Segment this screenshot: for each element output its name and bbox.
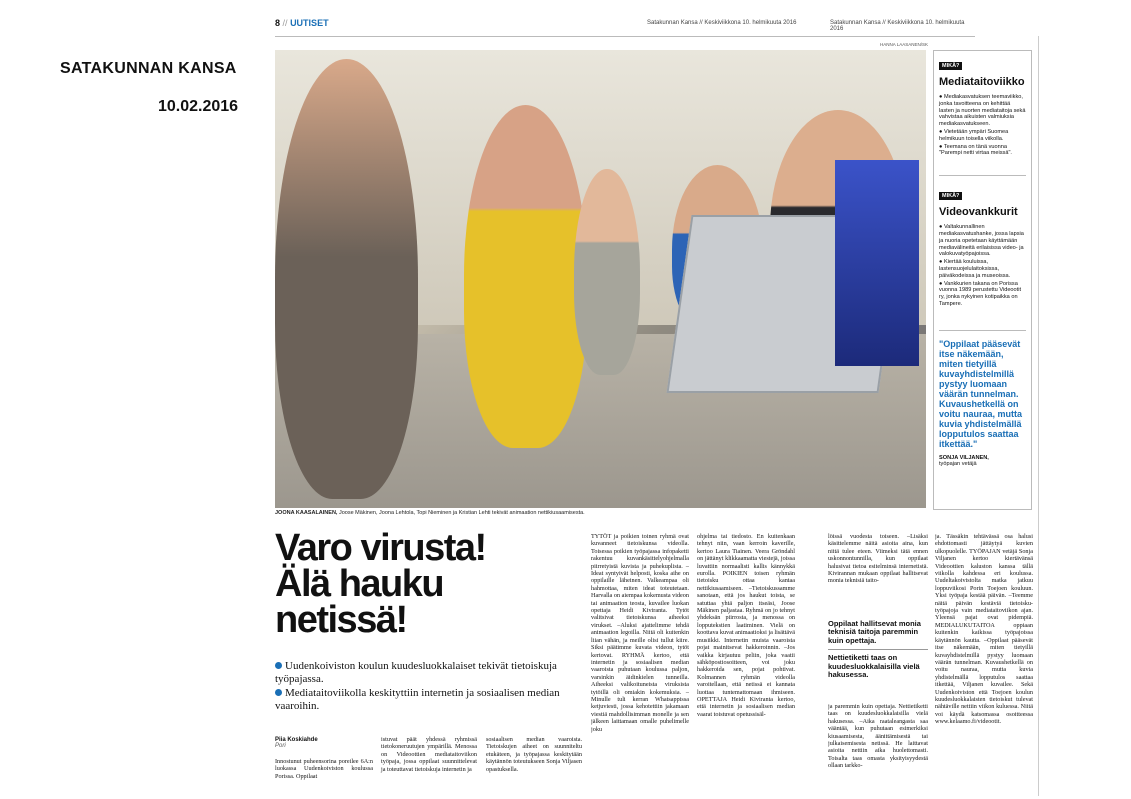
lead-bullet bbox=[275, 687, 575, 713]
bullet-dot-icon bbox=[275, 689, 282, 696]
lead-bullet-text: Mediataitoviikolla keskityttiin internetin ja sosiaalisen median vaaroihin. bbox=[275, 687, 560, 712]
photo-caption bbox=[275, 510, 926, 516]
fact-box-item-text: Vietetään ympäri Suomea helmikuun toisella viikolla. bbox=[939, 128, 1009, 142]
article-column: sosiaalisen median vaaroista. Tietoiskujen aiheet on suunniteltu etukäteen, ja työpajassa keskitytään käytännön toteutukseen Sonja Viljasen opastuksella. bbox=[486, 736, 582, 773]
fact-box-mediataitoviikko bbox=[934, 51, 1031, 161]
fact-box-item: ● Kiertää kouluissa, lastensuojelulaitoksissa, päiväkodeissa ja museoissa. bbox=[939, 259, 1011, 279]
fact-box-list bbox=[939, 94, 1026, 157]
fact-box-item-text: Mediakasvatuksen teemaviikko, jonka tavoitteena on kehittää lasten ja nuorten mediataitoja sekä vahvistaa aikuisten valmiuksia mediakasvatukseen. bbox=[939, 94, 1026, 128]
caption-text: Joose Mäkinen, Joona Lehtola, Topi Nieminen ja Kristian Lehti tekivät animaation nettikiusaamisesta. bbox=[337, 510, 585, 516]
sidebar-quote-text: "Oppilaat pääsevät itse näkemään, miten tietyillä kuvayhdistelmillä pystyy luomaan väärän tunnelman. Kuvaushetkellä on voitu nauraa, mutta kuvia yhdistelmällä lopputulos saattaa itkettää." bbox=[939, 338, 1023, 449]
header-rule bbox=[275, 36, 975, 37]
author-location: Pori bbox=[275, 743, 286, 749]
newspaper-brand: SATAKUNNAN KANSA bbox=[60, 60, 237, 77]
caption-lead: JOONA KAASALAINEN, bbox=[275, 510, 338, 516]
sidebar-quote bbox=[934, 339, 1031, 467]
headline-line: netissä! bbox=[275, 599, 407, 641]
fact-box-item-text: Teemana on tänä vuonna "Parempi netti virtaa meissä". bbox=[939, 143, 1012, 157]
page-edge-rule bbox=[1038, 36, 1039, 796]
pull-quote-divider bbox=[828, 649, 928, 650]
fact-box-tag: MIKÄ? bbox=[939, 62, 962, 70]
sidebar bbox=[933, 50, 1032, 510]
article-column: TYTÖT ja poikien toinen ryhmä ovat kuvanneet tietoiskunsa videolla. Toisessa poikien työpajassa infopaketti rakentuu kuvankäsittelyohjelmalla piirretyistä kuvista ja puhekuplista. –Ideat syntyivät helposti, koska aihe on oppilaille läheinen. Valkeampaa oli hahmottaa, miten ideat toteutetaan. Harvalla on aiempaa kokemusta videon tai animaation teosta, kuvailee luokan opettaja Heidi Kiviranta. Tytöt valitsivat tietoiskunsa aiheeksi virukset. –Aluksi ajattelimme tehdä animaation legoilla. Niitä oli kuitenkin liian vähän, ja meille olisi tullut kiire. Siksi päätimme kuvata videon, tytöt kertovat. RYHMÄ kertoo, että internetin ja sosiaalisen median vaaroista puhutaan koulussa paljon, varsinkin äidinkielen tunneilla. Aiheeksi valikoituneista viruksista tytöillä oli omiakin kokemuksia. –Minulle tuli kerran Whatsappissa ketjuviesti, jossa kehotettiin jakamaan viestiä mahdollisimman monelle ja sen jälkeen laittamaan omalle puhelimelle joku bbox=[591, 533, 689, 733]
fact-box-tag: MIKÄ? bbox=[939, 192, 962, 200]
fact-box-list bbox=[939, 224, 1026, 308]
headline-line: Älä hauku bbox=[275, 563, 444, 605]
fact-box-item-text: Kiertää kouluissa, lastensuojelulaitoksissa, päiväkodeissa ja museoissa. bbox=[939, 259, 1011, 279]
pull-quote bbox=[828, 620, 928, 679]
article-column: istuvat päät yhdessä ryhmissä tietokoneruutujen ympärillä. Menossa on Videoottien mediataitoviikon työpaja, jossa oppilaat suunnittelevat ja toteuttavat tietoiskuja internetin ja bbox=[381, 736, 477, 773]
lead-bullet bbox=[275, 660, 575, 686]
byline bbox=[275, 737, 318, 749]
headline bbox=[275, 527, 575, 641]
running-head-right: Satakunnan Kansa // Keskiviikkona 10. helmikuuta 2016 bbox=[830, 20, 965, 32]
photo-child-grey-shirt bbox=[574, 169, 639, 375]
article-column: löissä vuodesta toiseen. –Lisäksi käsittelemme näitä asioita aina, kun niitä tulee eteen. Viimeksi tätä ennen uskonnontunnilla, kun oppilaat halusivat tietoa esitelminsä internetistä. Kivirannan mukaan oppilaat hallitsevat monia teknisiä taito- bbox=[828, 533, 928, 585]
main-photo bbox=[275, 50, 926, 508]
fact-box-item: ● Valtakunnallinen mediakasvatushanke, jossa lapsia ja nuoria opetetaan käyttämään mediavälineitä erilaisissa video- ja valokuvatyöpajoissa. bbox=[939, 224, 1024, 258]
fact-box-item-text: Valtakunnallinen mediakasvatushanke, jossa lapsia ja nuoria opetetaan käyttämään mediavälineitä erilaisissa video- ja valokuvatyöpajoissa. bbox=[939, 224, 1024, 258]
section-label: UUTISET bbox=[290, 18, 329, 28]
fact-box-item: ● Mediakasvatuksen teemaviikko, jonka tavoitteena on kehittää lasten ja nuorten mediataitoja sekä vahvistaa aikuisten valmiuksia mediakasvatukseen. bbox=[939, 94, 1026, 128]
fact-box-item: ● Vankkurien takana on Porissa vuonna 1989 perustettu Videootit ry, jonka nykyinen kotipaikka on Tampere. bbox=[939, 280, 1022, 307]
lead-bullet-text: Uudenkoiviston koulun kuudesluokkalaiset tekivät tietoiskuja työpajassa. bbox=[275, 660, 557, 685]
headline-line: Varo virusta! bbox=[275, 527, 486, 569]
photo-credit: HANNA LAASANEN/SK bbox=[880, 42, 929, 47]
running-head-left: Satakunnan Kansa // Keskiviikkona 10. helmikuuta 2016 bbox=[647, 20, 797, 26]
sidebar-quote-role: työpajan vetäjä bbox=[939, 460, 977, 467]
fact-box-title: Videovankkurit bbox=[939, 206, 1018, 219]
fact-box-title: Mediataitoviikko bbox=[939, 76, 1025, 88]
sidebar-divider bbox=[939, 175, 1026, 176]
article-column: ja. Tässäkin tehtävässä osa halusi ehdottomasti jättäytyä kuvien ulkopuolelle. TYÖPAJAN vetäjä Sonja Viljanen kertoo kiertävänsä Videoottien kaluston kanssa tällä viikolla kahdessa eri koulussa. Uudeltakoivistolta matka jatkuu loppuviikosi Porin Toejoen kouluun. Yksi työpaja kestää päivän. –Teemme näitä päivän kestäviä tietoisku-työpajoja vain mediataitoviikon ajan. Yleensä pajat ovat pidempiä. MEDIALUKUTAITOA oppiaan kuitenkin kaikissa työpajoissa käytännön kautta. –Oppilaat pääsevät itse näkemään, miten tietyillä kuvayhdistelmillä pystyy luomaan väärän tunnelman. Kuvaushetkellä on voitu nauraa, mutta kuvia yhdistelmällä lopputulos saattaa itkettää, Viljanen kuvailee. Sekä Uudenkoiviston että Toejoen koulun kuudesluokkalaisten tietoiskut tulevat nähtäville nettiin viikon kuluessa. Niitä voi käydä katsomassa osoitteessa www.kelaamo.fi/videootit. bbox=[935, 533, 1033, 726]
pull-quote-line: Nettietiketti taas on kuudesluokkalaisilla vielä hakusessa. bbox=[828, 653, 920, 680]
fact-box-item: ● Teemana on tänä vuonna "Parempi netti virtaa meissä". bbox=[939, 143, 1012, 157]
article-column: ohjelma tai tiedosto. En kuitenkaan tehnyt niin, vaan kerroin kaverille, kertoo Laura Tiainen. Veera Gröndahl on jättänyt klikkaamatta viestejä, joissa luvattiin normaalisti kallis kännykkä eurolla. POIKIEN toisen ryhmän tietoisku ottaa kantaa nettikiusaamiseen. –Tietoiskussamme sanotaan, että jos haukut toista, se satuttaa yhtä paljon itseäsi, Joose Mäkinen paljastaa. Ryhmä on jo tehnyt yhdeksän piirrosta, ja menossa on lopputekstien laatiminen. Vielä on koottava kuvat animaatioksi ja lisättävä musiikki. Internetin muista vaaroista pojat mainitsevat hakkeroinnin. –Jos vaikka kirjautuu peliin, joka vaatii sähköpostiosoitteen, voi joku hakkeroida sen, pojat pohtivat. Kolmannen ryhmän videolla varoitellaan, että netissä ei kannata luottaa tuntemattomaan ihmiseen. OPETTAJA Heidi Kiviranta kertoo, että internetin ja sosiaalisen median vaarat toistuvat opetussisäl- bbox=[697, 533, 795, 718]
fact-box-item-text: Vankkurien takana on Porissa vuonna 1989 perustettu Videootit ry, jonka nykyinen kotipaikka on Tampere. bbox=[939, 280, 1022, 307]
author-name: Piia Koskiahde bbox=[275, 737, 318, 743]
newspaper-date: 10.02.2016 bbox=[158, 98, 239, 115]
photo-laptop-screen bbox=[835, 160, 920, 366]
pull-quote-line: Oppilaat hallitsevat monia teknisiä taitoja paremmin kuin opettaja. bbox=[828, 619, 921, 645]
fact-box-item: ● Vietetään ympäri Suomea helmikuun toisella viikolla. bbox=[939, 128, 1009, 142]
article-column: Innostunut puheensorina poreilee 6A:n luokassa Uudenkoiviston koulussa Porissa. Oppilaat bbox=[275, 758, 373, 780]
photo-child-yellow-shirt bbox=[464, 105, 588, 449]
sidebar-quote-name: SONJA VILJANEN, bbox=[939, 454, 989, 461]
article-column: ja paremmin kuin opettaja. Nettietiketti taas on kuudesluokkalaisilla vielä hakusessa. –Aika raataleangasta saa vääntää, kun puhutaan esimerkiksi kiusaamisesta, äänittämisestä tai julkaisemisesta netissä. He laittavat asioita nettiin aika huolettomasti. Toisalta taas omasta yksityisyydestä ollaan tarkko- bbox=[828, 703, 928, 770]
page-header bbox=[275, 18, 975, 32]
sidebar-divider bbox=[939, 330, 1026, 331]
fact-box-videovankkurit bbox=[934, 184, 1031, 308]
header-divider: // bbox=[282, 18, 288, 28]
photo-child-left bbox=[275, 59, 418, 499]
page-number: 8 bbox=[275, 18, 281, 28]
bullet-dot-icon bbox=[275, 662, 282, 669]
